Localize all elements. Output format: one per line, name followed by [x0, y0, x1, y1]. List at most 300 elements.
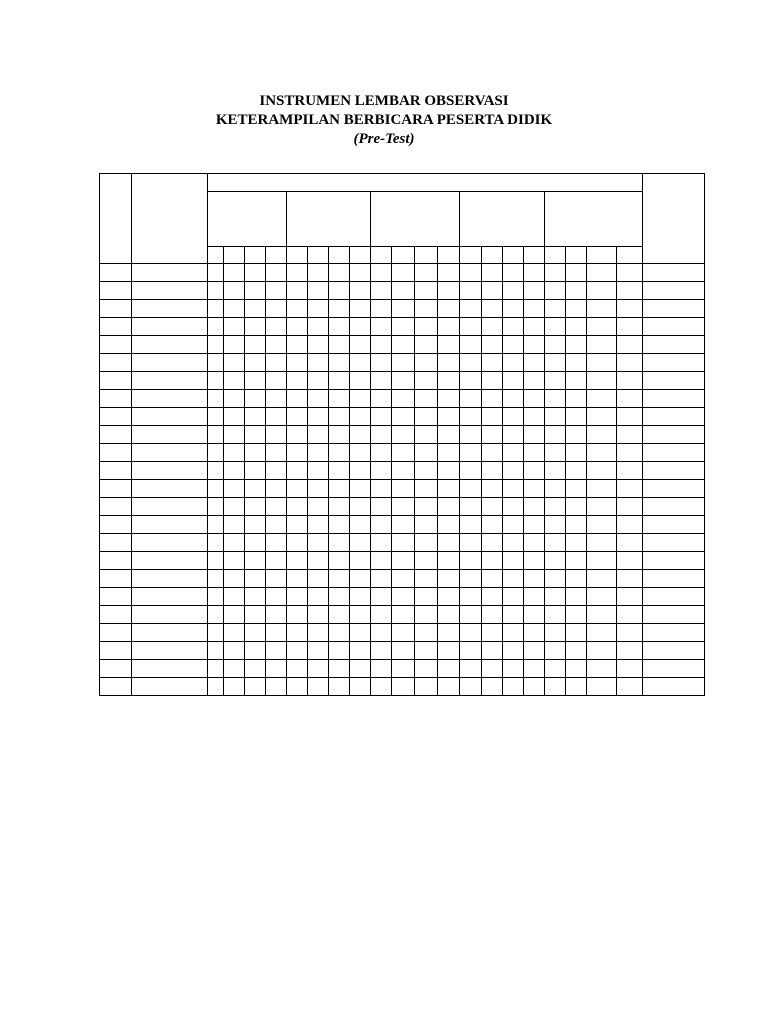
- table-row: [100, 444, 705, 462]
- score-cell: [617, 336, 643, 354]
- score-cell: [617, 534, 643, 552]
- score-cell: [524, 480, 545, 498]
- score-cell: [524, 390, 545, 408]
- score-cell: [460, 462, 482, 480]
- score-cell: [438, 642, 460, 660]
- table-row: [100, 282, 705, 300]
- table-row: [100, 660, 705, 678]
- score-cell: [617, 462, 643, 480]
- score-cell: [308, 588, 329, 606]
- score-cell: [617, 300, 643, 318]
- score-cell: [208, 516, 224, 534]
- score-cell: [245, 336, 266, 354]
- total-score-cell: [643, 318, 705, 336]
- score-cell: [329, 534, 350, 552]
- student-name-cell: [132, 480, 208, 498]
- table-row: [100, 516, 705, 534]
- row-number-cell: [100, 660, 132, 678]
- score-cell: [392, 390, 415, 408]
- student-name-cell: [132, 390, 208, 408]
- score-cell: [329, 300, 350, 318]
- score-cell: [524, 642, 545, 660]
- score-cell: [545, 624, 566, 642]
- score-cell: [438, 390, 460, 408]
- score-cell: [460, 624, 482, 642]
- score-cell: [503, 300, 524, 318]
- row-number-cell: [100, 390, 132, 408]
- score-cell: [415, 606, 438, 624]
- score-cell: [350, 642, 371, 660]
- score-cell: [350, 408, 371, 426]
- score-cell: [371, 588, 392, 606]
- score-cell: [617, 660, 643, 678]
- score-cell: [460, 354, 482, 372]
- score-cell: [545, 480, 566, 498]
- score-cell: [245, 354, 266, 372]
- score-cell: [350, 624, 371, 642]
- score-cell: [392, 642, 415, 660]
- score-cell: [266, 426, 287, 444]
- score-cell: [503, 408, 524, 426]
- score-cell: [415, 318, 438, 336]
- score-cell: [329, 624, 350, 642]
- score-cell: [371, 444, 392, 462]
- score-header-cell: [266, 247, 287, 264]
- score-cell: [350, 606, 371, 624]
- score-cell: [392, 624, 415, 642]
- score-cell: [245, 642, 266, 660]
- score-cell: [329, 480, 350, 498]
- score-cell: [503, 660, 524, 678]
- score-cell: [350, 426, 371, 444]
- score-cell: [503, 534, 524, 552]
- score-cell: [287, 642, 308, 660]
- score-cell: [566, 588, 587, 606]
- row-number-cell: [100, 570, 132, 588]
- score-cell: [287, 336, 308, 354]
- score-cell: [287, 444, 308, 462]
- score-cell: [371, 462, 392, 480]
- score-cell: [460, 282, 482, 300]
- score-cell: [224, 678, 245, 696]
- score-cell: [438, 534, 460, 552]
- score-cell: [371, 678, 392, 696]
- title-line-2: KETERAMPILAN BERBICARA PESERTA DIDIK: [215, 112, 553, 128]
- score-cell: [617, 588, 643, 606]
- score-cell: [371, 570, 392, 588]
- title-line-1: INSTRUMEN LEMBAR OBSERVASI: [259, 93, 509, 109]
- score-cell: [287, 588, 308, 606]
- score-cell: [617, 318, 643, 336]
- score-cell: [566, 552, 587, 570]
- score-cell: [208, 336, 224, 354]
- score-cell: [617, 498, 643, 516]
- aspect-cell: [371, 192, 460, 247]
- score-cell: [566, 336, 587, 354]
- score-header-cell: [329, 247, 350, 264]
- total-score-cell: [643, 372, 705, 390]
- score-cell: [266, 300, 287, 318]
- score-cell: [438, 426, 460, 444]
- score-cell: [617, 426, 643, 444]
- score-cell: [308, 336, 329, 354]
- score-cell: [224, 408, 245, 426]
- score-cell: [587, 336, 617, 354]
- score-cell: [545, 282, 566, 300]
- score-cell: [503, 624, 524, 642]
- score-cell: [245, 516, 266, 534]
- score-cell: [287, 516, 308, 534]
- score-cell: [266, 678, 287, 696]
- score-header-cell: [415, 247, 438, 264]
- score-cell: [503, 642, 524, 660]
- row-number-cell: [100, 588, 132, 606]
- score-cell: [245, 498, 266, 516]
- score-cell: [208, 678, 224, 696]
- student-name-cell: [132, 318, 208, 336]
- score-cell: [438, 264, 460, 282]
- score-cell: [460, 534, 482, 552]
- score-cell: [566, 534, 587, 552]
- table-row: [100, 534, 705, 552]
- total-score-cell: [643, 516, 705, 534]
- score-cell: [566, 660, 587, 678]
- score-cell: [524, 336, 545, 354]
- score-cell: [371, 624, 392, 642]
- row-number-cell: [100, 480, 132, 498]
- score-cell: [566, 300, 587, 318]
- score-cell: [415, 300, 438, 318]
- score-cell: [524, 498, 545, 516]
- score-cell: [503, 426, 524, 444]
- score-cell: [208, 462, 224, 480]
- score-cell: [224, 444, 245, 462]
- score-cell: [438, 588, 460, 606]
- score-cell: [566, 606, 587, 624]
- score-header-cell: [545, 247, 566, 264]
- score-cell: [415, 588, 438, 606]
- score-cell: [287, 498, 308, 516]
- score-cell: [438, 462, 460, 480]
- score-cell: [415, 660, 438, 678]
- score-cell: [503, 390, 524, 408]
- score-cell: [287, 282, 308, 300]
- score-cell: [287, 660, 308, 678]
- observation-table: [99, 173, 705, 696]
- row-number-cell: [100, 372, 132, 390]
- score-cell: [482, 426, 503, 444]
- score-cell: [224, 480, 245, 498]
- score-cell: [482, 318, 503, 336]
- score-cell: [460, 264, 482, 282]
- score-cell: [287, 624, 308, 642]
- score-cell: [482, 588, 503, 606]
- score-cell: [503, 354, 524, 372]
- score-cell: [482, 678, 503, 696]
- score-cell: [392, 318, 415, 336]
- score-cell: [566, 516, 587, 534]
- score-cell: [617, 390, 643, 408]
- score-cell: [587, 588, 617, 606]
- score-cell: [524, 354, 545, 372]
- score-cell: [566, 480, 587, 498]
- student-name-cell: [132, 678, 208, 696]
- score-cell: [392, 264, 415, 282]
- score-cell: [371, 516, 392, 534]
- score-cell: [503, 678, 524, 696]
- score-header-cell: [617, 247, 643, 264]
- score-header-cell: [566, 247, 587, 264]
- score-cell: [545, 516, 566, 534]
- score-cell: [617, 570, 643, 588]
- score-cell: [617, 480, 643, 498]
- score-cell: [208, 408, 224, 426]
- score-cell: [524, 300, 545, 318]
- score-cell: [329, 408, 350, 426]
- row-number-cell: [100, 408, 132, 426]
- score-cell: [503, 606, 524, 624]
- score-cell: [224, 426, 245, 444]
- student-name-cell: [132, 462, 208, 480]
- score-cell: [266, 588, 287, 606]
- score-cell: [460, 498, 482, 516]
- score-cell: [415, 264, 438, 282]
- score-cell: [392, 354, 415, 372]
- score-cell: [566, 444, 587, 462]
- score-cell: [245, 570, 266, 588]
- score-cell: [503, 336, 524, 354]
- score-cell: [566, 390, 587, 408]
- score-cell: [587, 426, 617, 444]
- score-cell: [245, 300, 266, 318]
- score-cell: [482, 336, 503, 354]
- total-score-cell: [643, 642, 705, 660]
- score-cell: [287, 318, 308, 336]
- score-cell: [266, 498, 287, 516]
- total-score-cell: [643, 408, 705, 426]
- score-cell: [482, 372, 503, 390]
- total-score-cell: [643, 498, 705, 516]
- score-cell: [208, 390, 224, 408]
- row-number-cell: [100, 552, 132, 570]
- score-cell: [308, 354, 329, 372]
- score-cell: [371, 498, 392, 516]
- score-cell: [245, 408, 266, 426]
- score-cell: [224, 354, 245, 372]
- score-cell: [208, 624, 224, 642]
- score-cell: [350, 354, 371, 372]
- score-cell: [308, 426, 329, 444]
- score-cell: [329, 354, 350, 372]
- row-number-cell: [100, 642, 132, 660]
- score-cell: [350, 480, 371, 498]
- score-cell: [503, 480, 524, 498]
- score-cell: [245, 318, 266, 336]
- score-cell: [587, 300, 617, 318]
- table-row: [100, 426, 705, 444]
- score-cell: [545, 318, 566, 336]
- score-cell: [392, 300, 415, 318]
- score-cell: [392, 534, 415, 552]
- score-cell: [415, 678, 438, 696]
- score-cell: [350, 498, 371, 516]
- score-cell: [371, 336, 392, 354]
- table-row: [100, 264, 705, 282]
- score-cell: [415, 624, 438, 642]
- total-score-cell: [643, 282, 705, 300]
- score-cell: [350, 516, 371, 534]
- table-row: [100, 336, 705, 354]
- score-cell: [208, 282, 224, 300]
- score-cell: [224, 300, 245, 318]
- aspect-cell: [545, 192, 643, 247]
- score-cell: [482, 408, 503, 426]
- score-header-cell: [350, 247, 371, 264]
- score-cell: [415, 444, 438, 462]
- row-number-cell: [100, 462, 132, 480]
- student-name-cell: [132, 282, 208, 300]
- score-cell: [308, 624, 329, 642]
- score-cell: [545, 336, 566, 354]
- score-cell: [392, 480, 415, 498]
- score-cell: [587, 660, 617, 678]
- score-cell: [329, 372, 350, 390]
- score-cell: [460, 552, 482, 570]
- score-header-cell: [587, 247, 617, 264]
- score-cell: [287, 480, 308, 498]
- score-header-cell: [482, 247, 503, 264]
- score-cell: [208, 300, 224, 318]
- header-name-cell: [132, 174, 208, 264]
- table-row: [100, 318, 705, 336]
- header-aspects-cell: [208, 174, 643, 192]
- score-cell: [308, 480, 329, 498]
- score-cell: [350, 570, 371, 588]
- score-cell: [524, 570, 545, 588]
- score-cell: [438, 444, 460, 462]
- score-cell: [287, 390, 308, 408]
- score-cell: [438, 606, 460, 624]
- score-cell: [503, 318, 524, 336]
- score-cell: [287, 264, 308, 282]
- student-name-cell: [132, 498, 208, 516]
- score-cell: [482, 570, 503, 588]
- score-cell: [266, 264, 287, 282]
- score-cell: [587, 606, 617, 624]
- score-cell: [245, 426, 266, 444]
- score-cell: [224, 516, 245, 534]
- score-cell: [482, 300, 503, 318]
- score-cell: [460, 390, 482, 408]
- score-cell: [350, 660, 371, 678]
- score-cell: [617, 642, 643, 660]
- score-cell: [617, 354, 643, 372]
- score-cell: [415, 408, 438, 426]
- score-cell: [329, 282, 350, 300]
- header-no-cell: [100, 174, 132, 264]
- score-cell: [503, 282, 524, 300]
- score-cell: [587, 642, 617, 660]
- total-score-cell: [643, 264, 705, 282]
- score-cell: [482, 390, 503, 408]
- score-cell: [266, 318, 287, 336]
- aspect-cell: [460, 192, 545, 247]
- score-header-cell: [438, 247, 460, 264]
- score-cell: [371, 534, 392, 552]
- score-cell: [371, 426, 392, 444]
- score-cell: [566, 642, 587, 660]
- score-header-cell: [224, 247, 245, 264]
- score-cell: [482, 606, 503, 624]
- score-cell: [224, 588, 245, 606]
- score-cell: [482, 498, 503, 516]
- row-number-cell: [100, 606, 132, 624]
- table-row: [100, 624, 705, 642]
- score-cell: [545, 606, 566, 624]
- score-cell: [460, 570, 482, 588]
- score-cell: [266, 534, 287, 552]
- score-cell: [460, 642, 482, 660]
- score-cell: [524, 264, 545, 282]
- score-cell: [208, 552, 224, 570]
- score-cell: [545, 462, 566, 480]
- score-cell: [460, 426, 482, 444]
- student-name-cell: [132, 534, 208, 552]
- score-cell: [617, 552, 643, 570]
- score-cell: [308, 606, 329, 624]
- score-cell: [371, 318, 392, 336]
- score-cell: [287, 678, 308, 696]
- score-cell: [208, 498, 224, 516]
- score-cell: [392, 516, 415, 534]
- score-cell: [371, 552, 392, 570]
- score-header-cell: [245, 247, 266, 264]
- score-cell: [208, 660, 224, 678]
- score-cell: [308, 282, 329, 300]
- score-cell: [266, 570, 287, 588]
- table-row: [100, 480, 705, 498]
- score-cell: [329, 516, 350, 534]
- score-cell: [329, 642, 350, 660]
- score-cell: [329, 426, 350, 444]
- score-cell: [438, 354, 460, 372]
- total-score-cell: [643, 390, 705, 408]
- table-row: [100, 498, 705, 516]
- score-cell: [482, 264, 503, 282]
- score-cell: [350, 372, 371, 390]
- score-cell: [587, 408, 617, 426]
- score-cell: [371, 354, 392, 372]
- score-cell: [266, 354, 287, 372]
- score-cell: [566, 498, 587, 516]
- score-cell: [415, 354, 438, 372]
- score-cell: [371, 660, 392, 678]
- score-cell: [524, 426, 545, 444]
- score-cell: [438, 570, 460, 588]
- score-cell: [266, 660, 287, 678]
- score-cell: [350, 462, 371, 480]
- student-name-cell: [132, 588, 208, 606]
- score-cell: [208, 318, 224, 336]
- score-cell: [460, 372, 482, 390]
- score-cell: [392, 426, 415, 444]
- score-cell: [438, 624, 460, 642]
- row-number-cell: [100, 318, 132, 336]
- score-cell: [371, 372, 392, 390]
- score-cell: [503, 516, 524, 534]
- score-cell: [245, 534, 266, 552]
- aspect-cell: [287, 192, 371, 247]
